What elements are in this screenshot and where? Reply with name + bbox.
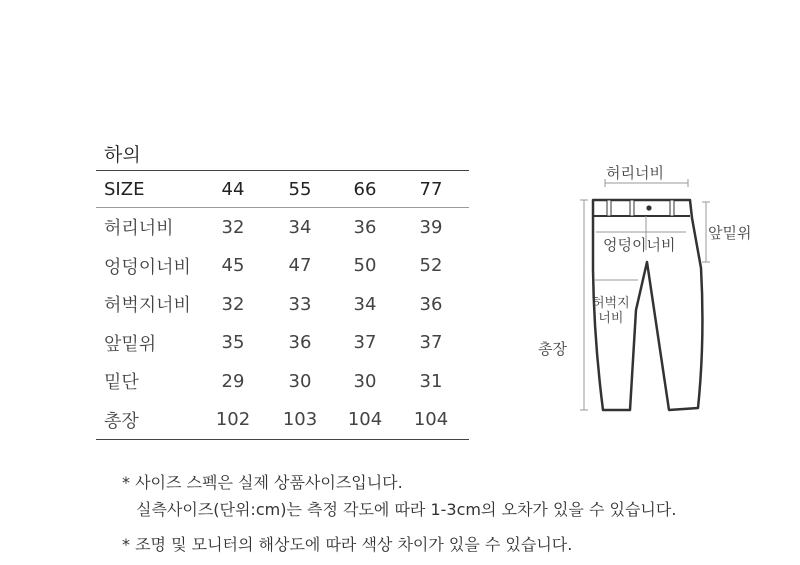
table-cell: 50 (353, 255, 377, 277)
thigh-width-label (592, 296, 630, 326)
table-title: 하의 (104, 144, 141, 166)
table-cell: 39 (419, 216, 443, 238)
hip-width-label: 엉덩이너비 (603, 236, 676, 254)
pants-illustration (520, 150, 800, 450)
header-55: 55 (288, 178, 312, 200)
table-cell: 36 (419, 293, 443, 315)
row-label: 앞밑위 (104, 333, 157, 355)
waist-width-label: 허리너비 (606, 164, 664, 182)
table-cell: 31 (419, 370, 443, 392)
row-label: 허리너비 (104, 218, 174, 240)
table-cell: 103 (282, 409, 318, 431)
header-66: 66 (353, 178, 377, 200)
size-table (96, 170, 469, 440)
row-label: 허벅지너비 (104, 295, 191, 317)
table-cell: 34 (353, 293, 377, 315)
header-size: SIZE (104, 178, 145, 200)
table-row (96, 324, 469, 363)
table-cell: 36 (288, 332, 312, 354)
table-row (96, 362, 469, 401)
note-size-spec: * 사이즈 스펙은 실제 상품사이즈입니다. (122, 473, 403, 492)
row-label: 엉덩이너비 (104, 256, 191, 278)
thigh-width-label-line2: 너비 (598, 311, 624, 326)
table-row (96, 247, 469, 286)
table-header-row (96, 171, 469, 208)
table-row (96, 285, 469, 324)
table-cell: 37 (353, 332, 377, 354)
table-row (96, 401, 469, 440)
table-cell: 34 (288, 216, 312, 238)
table-cell: 33 (288, 293, 312, 315)
table-cell: 29 (221, 370, 245, 392)
table-cell: 37 (419, 332, 443, 354)
note-color-difference: * 조명 및 모니터의 해상도에 따라 색상 차이가 있을 수 있습니다. (122, 535, 573, 554)
note-measurement: 실측사이즈(단위:cm)는 측정 각도에 따라 1-3cm의 오차가 있을 수 있습니다. (136, 500, 677, 519)
table-cell: 32 (221, 216, 245, 238)
row-label: 밑단 (104, 372, 139, 394)
table-row (96, 208, 469, 247)
pants-diagram (520, 150, 800, 450)
table-cell: 104 (347, 409, 383, 431)
table-cell: 47 (288, 255, 312, 277)
header-77: 77 (419, 178, 443, 200)
table-cell: 45 (221, 255, 245, 277)
table-cell: 30 (353, 370, 377, 392)
thigh-width-label-line1: 허벅지 (592, 296, 630, 311)
front-rise-label: 앞밑위 (708, 224, 752, 242)
table-cell: 32 (221, 293, 245, 315)
table-cell: 35 (221, 332, 245, 354)
table-cell: 52 (419, 255, 443, 277)
total-length-label: 총장 (538, 340, 567, 358)
row-label: 총장 (104, 410, 139, 432)
table-cell: 36 (353, 216, 377, 238)
table-cell: 102 (215, 409, 251, 431)
header-44: 44 (221, 178, 245, 200)
table-cell: 30 (288, 370, 312, 392)
table-cell: 104 (413, 409, 449, 431)
